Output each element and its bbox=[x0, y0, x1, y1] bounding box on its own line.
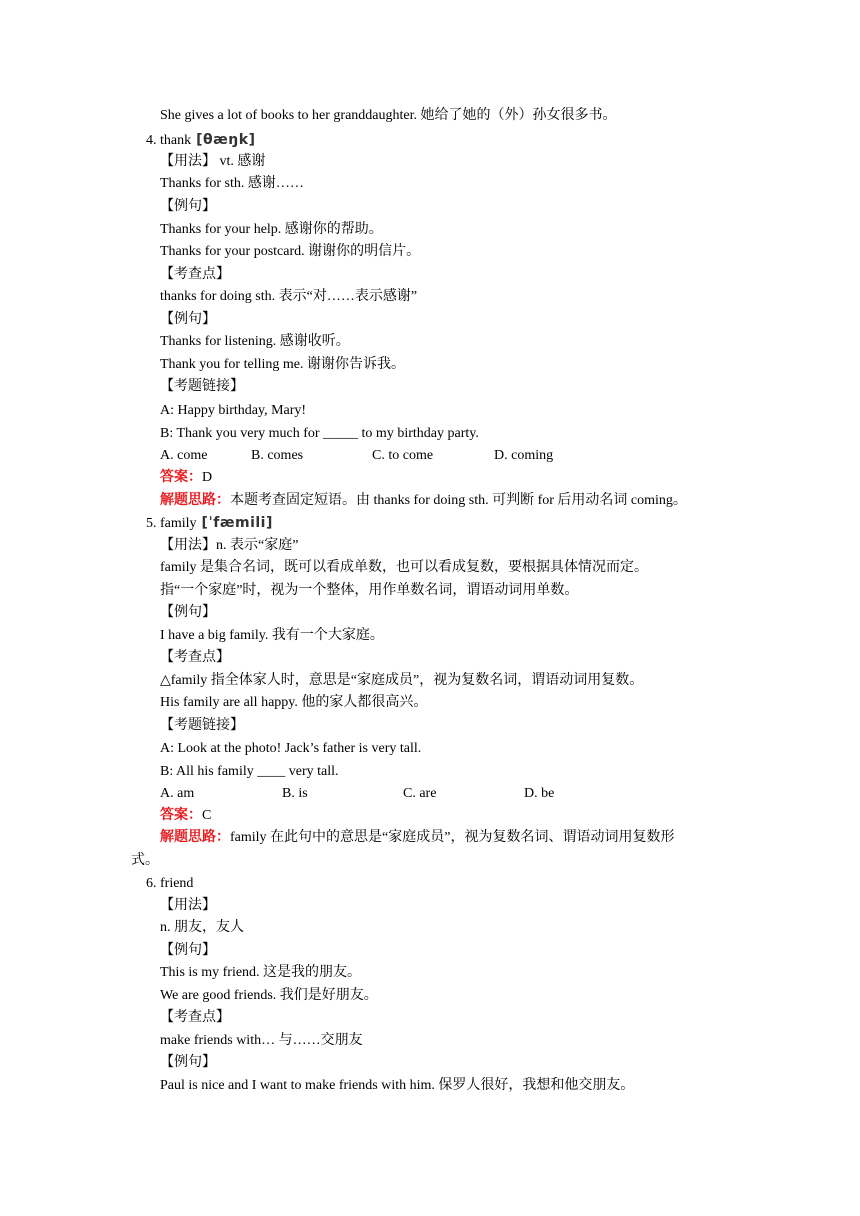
explanation-continuation: 式。 bbox=[131, 853, 159, 868]
example-sentence: Paul is nice and I want to make friends with him. 保罗人很好，我想和他交朋友。 bbox=[160, 1078, 635, 1093]
option-b: B. is bbox=[282, 786, 308, 801]
section-label: 【考查点】 bbox=[160, 267, 230, 282]
example-sentence: Thanks for your postcard. 谢谢你的明信片。 bbox=[160, 244, 421, 259]
phonetic: [θæŋk] bbox=[196, 132, 256, 148]
example-sentence: His family are all happy. 他的家人都很高兴。 bbox=[160, 695, 428, 710]
section-label: 【考查点】 bbox=[160, 650, 230, 665]
section-label: 【例句】 bbox=[160, 1055, 216, 1070]
options-row bbox=[160, 447, 600, 465]
usage-line: 【用法】n. 表示“家庭” bbox=[160, 538, 299, 553]
section-label: 【考题链接】 bbox=[160, 718, 244, 733]
answer-value: D bbox=[202, 470, 213, 485]
answer-label: 答案： bbox=[160, 808, 202, 823]
answer-line bbox=[160, 469, 212, 487]
example-sentence: I have a big family. 我有一个大家庭。 bbox=[160, 628, 384, 643]
usage-line: 【用法】 vt. 感谢 bbox=[160, 154, 266, 169]
usage-detail: 指“一个家庭”时，视为一个整体，用作单数名词，谓语动词用单数。 bbox=[160, 583, 579, 598]
explanation-text: 本题考查固定短语。由 thanks for doing sth. 可判断 for 后用动名词 coming。 bbox=[230, 493, 687, 508]
example-sentence: She gives a lot of books to her granddaughter. 她给了她的（外）孙女很多书。 bbox=[160, 108, 617, 123]
point-line: make friends with… 与……交朋友 bbox=[160, 1033, 363, 1048]
option-b: B. comes bbox=[251, 448, 304, 463]
example-sentence: This is my friend. 这是我的朋友。 bbox=[160, 965, 362, 980]
question-line: B: All his family ____ very tall. bbox=[160, 764, 339, 779]
explanation-label: 解题思路： bbox=[160, 493, 230, 508]
option-c: C. are bbox=[403, 786, 437, 801]
option-d: D. be bbox=[524, 786, 555, 801]
section-label: 【例句】 bbox=[160, 312, 216, 327]
entry-heading-family bbox=[146, 514, 273, 533]
explanation-line bbox=[160, 829, 674, 847]
section-label: 【例句】 bbox=[160, 605, 216, 620]
point-line: thanks for doing sth. 表示“对……表示感谢” bbox=[160, 289, 418, 304]
example-sentence: Thanks for listening. 感谢收听。 bbox=[160, 334, 350, 349]
option-c: C. to come bbox=[372, 448, 434, 463]
entry-heading-thank bbox=[146, 131, 255, 150]
entry-heading-friend: 6. friend bbox=[146, 876, 194, 891]
example-sentence: Thanks for your help. 感谢你的帮助。 bbox=[160, 222, 383, 237]
entry-word: 5. family bbox=[146, 516, 197, 531]
usage-line: n. 朋友，友人 bbox=[160, 920, 244, 935]
question-line: A: Happy birthday, Mary! bbox=[160, 403, 307, 418]
answer-line bbox=[160, 807, 211, 825]
usage-detail: family 是集合名词，既可以看成单数，也可以看成复数，要根据具体情况而定。 bbox=[160, 560, 649, 575]
explanation-text: family 在此句中的意思是“家庭成员”，视为复数名词、谓语动词用复数形 bbox=[230, 830, 675, 845]
option-d: D. coming bbox=[494, 448, 554, 463]
phonetic: [ˈfæmili] bbox=[201, 515, 273, 531]
usage-detail: Thanks for sth. 感谢…… bbox=[160, 176, 304, 191]
section-label: 【例句】 bbox=[160, 943, 216, 958]
option-a: A. come bbox=[160, 448, 208, 463]
point-line: △family 指全体家人时，意思是“家庭成员”，视为复数名词，谓语动词用复数。 bbox=[160, 673, 644, 688]
question-line: B: Thank you very much for _____ to my birthday party. bbox=[160, 426, 479, 441]
explanation-line bbox=[160, 492, 687, 510]
example-sentence: We are good friends. 我们是好朋友。 bbox=[160, 988, 378, 1003]
section-label: 【考题链接】 bbox=[160, 379, 244, 394]
answer-value: C bbox=[202, 808, 212, 823]
option-a: A. am bbox=[160, 786, 195, 801]
section-label: 【考查点】 bbox=[160, 1010, 230, 1025]
question-line: A: Look at the photo! Jack’s father is very tall. bbox=[160, 741, 422, 756]
section-label: 【例句】 bbox=[160, 199, 216, 214]
example-sentence: Thank you for telling me. 谢谢你告诉我。 bbox=[160, 357, 405, 372]
options-row bbox=[160, 785, 600, 803]
section-label: 【用法】 bbox=[160, 898, 216, 913]
answer-label: 答案： bbox=[160, 470, 202, 485]
entry-word: 4. thank bbox=[146, 133, 192, 148]
explanation-label: 解题思路： bbox=[160, 830, 230, 845]
